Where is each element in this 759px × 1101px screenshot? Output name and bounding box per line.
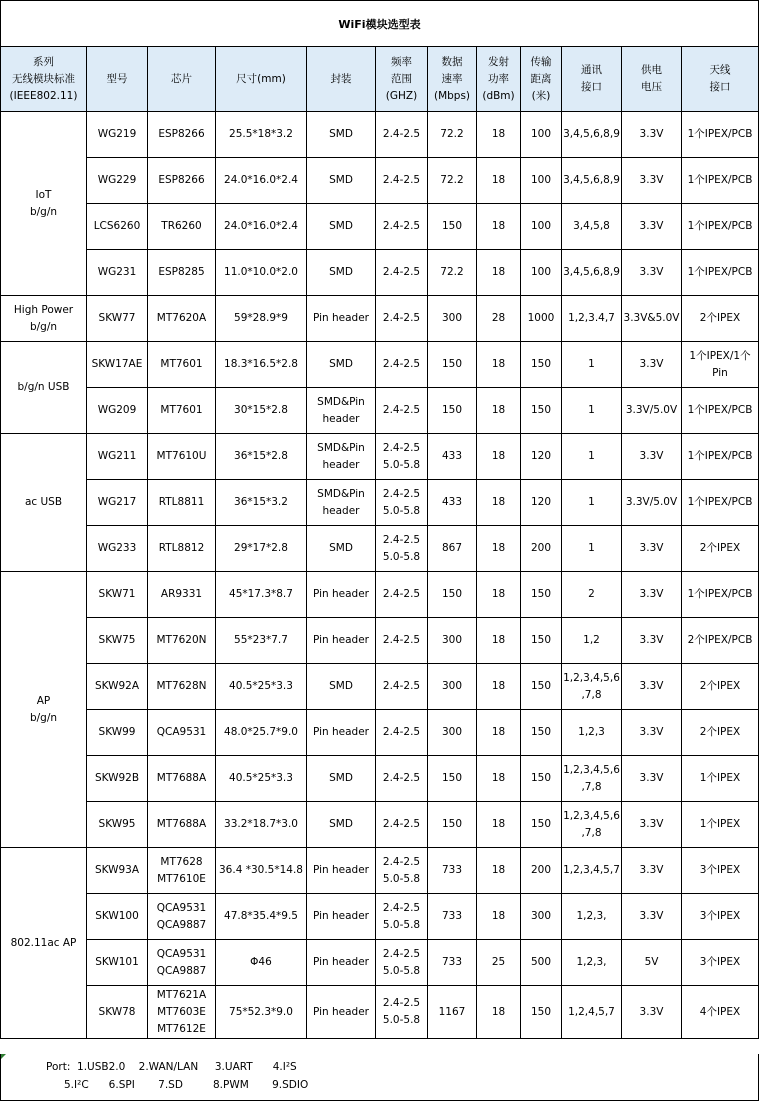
data-rate-cell: 150	[428, 572, 477, 618]
table-row	[1, 526, 759, 572]
table-row	[1, 618, 759, 664]
chip-cell: MT7628N	[148, 664, 216, 710]
tx-power-cell: 18	[477, 710, 521, 756]
voltage-cell: 3.3V	[622, 434, 682, 480]
chip-cell: RTL8812	[148, 526, 216, 572]
size-cell: Φ46	[216, 940, 307, 986]
table-row	[1, 342, 759, 388]
model-cell: LCS6260	[87, 204, 148, 250]
port-legend	[0, 1054, 759, 1101]
frequency-cell: 2.4-2.5 5.0-5.8	[376, 480, 428, 526]
package-cell: SMD	[307, 526, 376, 572]
chip-cell: MT7628 MT7610E	[148, 848, 216, 894]
model-cell: SKW77	[87, 296, 148, 342]
sheet-title: WiFi模块选型表	[0, 0, 759, 46]
interface-cell: 3,4,5,8	[562, 204, 622, 250]
col-header-package: 封装	[307, 47, 376, 112]
size-cell: 36*15*3.2	[216, 480, 307, 526]
port-legend-line-1: Port: 1.USB2.0 2.WAN/LAN 3.UART 4.I²S	[46, 1061, 297, 1073]
tx-power-cell: 18	[477, 802, 521, 848]
data-rate-cell: 72.2	[428, 158, 477, 204]
distance-cell: 100	[521, 204, 562, 250]
frequency-cell: 2.4-2.5	[376, 756, 428, 802]
frequency-cell: 2.4-2.5	[376, 250, 428, 296]
data-rate-cell: 300	[428, 664, 477, 710]
antenna-cell: 2个IPEX	[682, 710, 759, 756]
tx-power-cell: 18	[477, 526, 521, 572]
table-row	[1, 112, 759, 158]
col-header-size: 尺寸(mm)	[216, 47, 307, 112]
antenna-cell: 3个IPEX	[682, 894, 759, 940]
voltage-cell: 3.3V	[622, 572, 682, 618]
interface-cell: 2	[562, 572, 622, 618]
chip-cell: AR9331	[148, 572, 216, 618]
voltage-cell: 3.3V	[622, 342, 682, 388]
table-row	[1, 802, 759, 848]
package-cell: SMD	[307, 664, 376, 710]
tx-power-cell: 18	[477, 664, 521, 710]
col-header-antenna: 天线 接口	[682, 47, 759, 112]
package-cell: SMD	[307, 802, 376, 848]
interface-cell: 1,2,3,4,5,6 ,7,8	[562, 802, 622, 848]
size-cell: 48.0*25.7*9.0	[216, 710, 307, 756]
distance-cell: 150	[521, 618, 562, 664]
size-cell: 36*15*2.8	[216, 434, 307, 480]
frequency-cell: 2.4-2.5	[376, 710, 428, 756]
interface-cell: 1	[562, 342, 622, 388]
chip-cell: MT7620N	[148, 618, 216, 664]
interface-cell: 1	[562, 434, 622, 480]
data-rate-cell: 733	[428, 940, 477, 986]
data-rate-cell: 1167	[428, 986, 477, 1039]
wifi-module-table	[0, 46, 759, 1039]
interface-cell: 1,2,3,4,5,6 ,7,8	[562, 664, 622, 710]
tx-power-cell: 18	[477, 434, 521, 480]
interface-cell: 1,2,3,	[562, 894, 622, 940]
interface-cell: 1,2,3,	[562, 940, 622, 986]
model-cell: SKW92B	[87, 756, 148, 802]
frequency-cell: 2.4-2.5 5.0-5.8	[376, 940, 428, 986]
model-cell: SKW95	[87, 802, 148, 848]
chip-cell: QCA9531 QCA9887	[148, 940, 216, 986]
chip-cell: ESP8285	[148, 250, 216, 296]
distance-cell: 100	[521, 158, 562, 204]
table-row	[1, 710, 759, 756]
model-cell: WG233	[87, 526, 148, 572]
chip-cell: MT7621A MT7603E MT7612E	[148, 986, 216, 1039]
data-rate-cell: 733	[428, 848, 477, 894]
size-cell: 30*15*2.8	[216, 388, 307, 434]
size-cell: 40.5*25*3.3	[216, 664, 307, 710]
chip-cell: MT7688A	[148, 756, 216, 802]
tx-power-cell: 18	[477, 388, 521, 434]
voltage-cell: 3.3V	[622, 618, 682, 664]
package-cell: SMD&Pin header	[307, 388, 376, 434]
frequency-cell: 2.4-2.5	[376, 388, 428, 434]
cell-comment-marker	[1, 1054, 6, 1059]
header-row	[1, 47, 759, 112]
tx-power-cell: 18	[477, 342, 521, 388]
antenna-cell: 1个IPEX/PCB	[682, 204, 759, 250]
interface-cell: 3,4,5,6,8,9	[562, 112, 622, 158]
voltage-cell: 3.3V	[622, 664, 682, 710]
distance-cell: 1000	[521, 296, 562, 342]
antenna-cell: 1个IPEX/1个Pin	[682, 342, 759, 388]
interface-cell: 3,4,5,6,8,9	[562, 250, 622, 296]
antenna-cell: 1个IPEX/PCB	[682, 480, 759, 526]
antenna-cell: 1个IPEX/PCB	[682, 250, 759, 296]
model-cell: SKW99	[87, 710, 148, 756]
series-cell: 802.11ac AP	[1, 848, 87, 1039]
package-cell: Pin header	[307, 572, 376, 618]
series-cell: b/g/n USB	[1, 342, 87, 434]
package-cell: SMD	[307, 112, 376, 158]
table-row	[1, 204, 759, 250]
package-cell: Pin header	[307, 296, 376, 342]
table-row	[1, 480, 759, 526]
frequency-cell: 2.4-2.5	[376, 802, 428, 848]
series-cell: ac USB	[1, 434, 87, 572]
antenna-cell: 2个IPEX	[682, 526, 759, 572]
voltage-cell: 3.3V	[622, 526, 682, 572]
distance-cell: 100	[521, 250, 562, 296]
size-cell: 29*17*2.8	[216, 526, 307, 572]
distance-cell: 150	[521, 802, 562, 848]
distance-cell: 150	[521, 388, 562, 434]
tx-power-cell: 18	[477, 848, 521, 894]
tx-power-cell: 18	[477, 618, 521, 664]
series-cell: High Power b/g/n	[1, 296, 87, 342]
data-rate-cell: 150	[428, 756, 477, 802]
antenna-cell: 2个IPEX/PCB	[682, 618, 759, 664]
frequency-cell: 2.4-2.5 5.0-5.8	[376, 526, 428, 572]
col-header-voltage: 供电 电压	[622, 47, 682, 112]
frequency-cell: 2.4-2.5	[376, 572, 428, 618]
data-rate-cell: 433	[428, 480, 477, 526]
antenna-cell: 1个IPEX	[682, 756, 759, 802]
data-rate-cell: 72.2	[428, 250, 477, 296]
frequency-cell: 2.4-2.5	[376, 296, 428, 342]
distance-cell: 120	[521, 434, 562, 480]
voltage-cell: 3.3V	[622, 250, 682, 296]
tx-power-cell: 18	[477, 894, 521, 940]
voltage-cell: 3.3V	[622, 986, 682, 1039]
model-cell: SKW100	[87, 894, 148, 940]
table-body	[1, 112, 759, 1039]
model-cell: SKW101	[87, 940, 148, 986]
frequency-cell: 2.4-2.5 5.0-5.8	[376, 986, 428, 1039]
data-rate-cell: 150	[428, 204, 477, 250]
model-cell: SKW75	[87, 618, 148, 664]
model-cell: SKW93A	[87, 848, 148, 894]
data-rate-cell: 150	[428, 342, 477, 388]
model-cell: WG219	[87, 112, 148, 158]
frequency-cell: 2.4-2.5	[376, 342, 428, 388]
antenna-cell: 1个IPEX/PCB	[682, 158, 759, 204]
antenna-cell: 1个IPEX/PCB	[682, 388, 759, 434]
model-cell: WG229	[87, 158, 148, 204]
table-row	[1, 296, 759, 342]
distance-cell: 150	[521, 710, 562, 756]
data-rate-cell: 150	[428, 388, 477, 434]
model-cell: SKW78	[87, 986, 148, 1039]
model-cell: WG231	[87, 250, 148, 296]
antenna-cell: 1个IPEX	[682, 802, 759, 848]
col-header-series: 系列 无线模块标准 (IEEE802.11)	[1, 47, 87, 112]
model-cell: SKW92A	[87, 664, 148, 710]
frequency-cell: 2.4-2.5	[376, 204, 428, 250]
tx-power-cell: 18	[477, 986, 521, 1039]
interface-cell: 1,2,3,4,5,6 ,7,8	[562, 756, 622, 802]
size-cell: 25.5*18*3.2	[216, 112, 307, 158]
antenna-cell: 1个IPEX/PCB	[682, 112, 759, 158]
distance-cell: 150	[521, 756, 562, 802]
table-row	[1, 388, 759, 434]
interface-cell: 1	[562, 388, 622, 434]
voltage-cell: 3.3V	[622, 756, 682, 802]
model-cell: SKW71	[87, 572, 148, 618]
distance-cell: 200	[521, 848, 562, 894]
voltage-cell: 3.3V	[622, 158, 682, 204]
distance-cell: 150	[521, 342, 562, 388]
distance-cell: 300	[521, 894, 562, 940]
col-header-tx-power: 发射 功率 (dBm)	[477, 47, 521, 112]
voltage-cell: 3.3V	[622, 112, 682, 158]
table-row	[1, 940, 759, 986]
frequency-cell: 2.4-2.5	[376, 112, 428, 158]
data-rate-cell: 150	[428, 802, 477, 848]
interface-cell: 1,2,3	[562, 710, 622, 756]
table-row	[1, 848, 759, 894]
size-cell: 11.0*10.0*2.0	[216, 250, 307, 296]
data-rate-cell: 300	[428, 296, 477, 342]
chip-cell: MT7601	[148, 388, 216, 434]
tx-power-cell: 18	[477, 250, 521, 296]
voltage-cell: 3.3V&5.0V	[622, 296, 682, 342]
package-cell: Pin header	[307, 894, 376, 940]
model-cell: WG217	[87, 480, 148, 526]
antenna-cell: 3个IPEX	[682, 940, 759, 986]
tx-power-cell: 18	[477, 480, 521, 526]
model-cell: WG209	[87, 388, 148, 434]
size-cell: 36.4 *30.5*14.8	[216, 848, 307, 894]
chip-cell: MT7601	[148, 342, 216, 388]
package-cell: SMD&Pin header	[307, 434, 376, 480]
col-header-model: 型号	[87, 47, 148, 112]
frequency-cell: 2.4-2.5	[376, 664, 428, 710]
voltage-cell: 3.3V/5.0V	[622, 388, 682, 434]
tx-power-cell: 18	[477, 112, 521, 158]
data-rate-cell: 300	[428, 710, 477, 756]
chip-cell: RTL8811	[148, 480, 216, 526]
size-cell: 45*17.3*8.7	[216, 572, 307, 618]
package-cell: SMD&Pin header	[307, 480, 376, 526]
package-cell: SMD	[307, 342, 376, 388]
size-cell: 18.3*16.5*2.8	[216, 342, 307, 388]
package-cell: SMD	[307, 204, 376, 250]
antenna-cell: 4个IPEX	[682, 986, 759, 1039]
antenna-cell: 1个IPEX/PCB	[682, 572, 759, 618]
interface-cell: 1,2,3,4,5,7	[562, 848, 622, 894]
voltage-cell: 3.3V	[622, 710, 682, 756]
interface-cell: 3,4,5,6,8,9	[562, 158, 622, 204]
series-cell: AP b/g/n	[1, 572, 87, 848]
voltage-cell: 3.3V	[622, 802, 682, 848]
data-rate-cell: 72.2	[428, 112, 477, 158]
frequency-cell: 2.4-2.5 5.0-5.8	[376, 434, 428, 480]
frequency-cell: 2.4-2.5 5.0-5.8	[376, 894, 428, 940]
size-cell: 55*23*7.7	[216, 618, 307, 664]
package-cell: Pin header	[307, 986, 376, 1039]
antenna-cell: 3个IPEX	[682, 848, 759, 894]
frequency-cell: 2.4-2.5 5.0-5.8	[376, 848, 428, 894]
package-cell: SMD	[307, 250, 376, 296]
chip-cell: MT7688A	[148, 802, 216, 848]
col-header-frequency: 频率 范围 (GHZ)	[376, 47, 428, 112]
model-cell: WG211	[87, 434, 148, 480]
package-cell: SMD	[307, 756, 376, 802]
tx-power-cell: 28	[477, 296, 521, 342]
voltage-cell: 3.3V/5.0V	[622, 480, 682, 526]
table-row	[1, 434, 759, 480]
distance-cell: 200	[521, 526, 562, 572]
voltage-cell: 3.3V	[622, 848, 682, 894]
package-cell: Pin header	[307, 848, 376, 894]
distance-cell: 100	[521, 112, 562, 158]
tx-power-cell: 18	[477, 756, 521, 802]
package-cell: Pin header	[307, 618, 376, 664]
interface-cell: 1,2,3.4,7	[562, 296, 622, 342]
distance-cell: 500	[521, 940, 562, 986]
data-rate-cell: 433	[428, 434, 477, 480]
distance-cell: 150	[521, 986, 562, 1039]
interface-cell: 1	[562, 526, 622, 572]
package-cell: SMD	[307, 158, 376, 204]
data-rate-cell: 300	[428, 618, 477, 664]
table-row	[1, 894, 759, 940]
distance-cell: 120	[521, 480, 562, 526]
table-row	[1, 756, 759, 802]
distance-cell: 150	[521, 572, 562, 618]
size-cell: 75*52.3*9.0	[216, 986, 307, 1039]
chip-cell: QCA9531	[148, 710, 216, 756]
frequency-cell: 2.4-2.5	[376, 158, 428, 204]
col-header-chip: 芯片	[148, 47, 216, 112]
table-row	[1, 986, 759, 1039]
interface-cell: 1,2,4,5,7	[562, 986, 622, 1039]
voltage-cell: 3.3V	[622, 894, 682, 940]
data-rate-cell: 733	[428, 894, 477, 940]
size-cell: 59*28.9*9	[216, 296, 307, 342]
table-row	[1, 250, 759, 296]
size-cell: 33.2*18.7*3.0	[216, 802, 307, 848]
antenna-cell: 1个IPEX/PCB	[682, 434, 759, 480]
interface-cell: 1	[562, 480, 622, 526]
chip-cell: MT7620A	[148, 296, 216, 342]
table-row	[1, 572, 759, 618]
chip-cell: TR6260	[148, 204, 216, 250]
table-row	[1, 158, 759, 204]
chip-cell: ESP8266	[148, 158, 216, 204]
size-cell: 24.0*16.0*2.4	[216, 158, 307, 204]
antenna-cell: 2个IPEX	[682, 296, 759, 342]
chip-cell: MT7610U	[148, 434, 216, 480]
interface-cell: 1,2	[562, 618, 622, 664]
series-cell: IoT b/g/n	[1, 112, 87, 296]
data-rate-cell: 867	[428, 526, 477, 572]
tx-power-cell: 18	[477, 204, 521, 250]
package-cell: Pin header	[307, 710, 376, 756]
size-cell: 47.8*35.4*9.5	[216, 894, 307, 940]
tx-power-cell: 25	[477, 940, 521, 986]
size-cell: 40.5*25*3.3	[216, 756, 307, 802]
col-header-data-rate: 数据 速率 (Mbps)	[428, 47, 477, 112]
tx-power-cell: 18	[477, 158, 521, 204]
model-cell: SKW17AE	[87, 342, 148, 388]
distance-cell: 150	[521, 664, 562, 710]
col-header-interface: 通讯 接口	[562, 47, 622, 112]
chip-cell: QCA9531 QCA9887	[148, 894, 216, 940]
voltage-cell: 5V	[622, 940, 682, 986]
port-legend-line-2: 5.I²C 6.SPI 7.SD 8.PWM 9.SDIO	[64, 1079, 309, 1091]
table-row	[1, 664, 759, 710]
size-cell: 24.0*16.0*2.4	[216, 204, 307, 250]
chip-cell: ESP8266	[148, 112, 216, 158]
package-cell: Pin header	[307, 940, 376, 986]
frequency-cell: 2.4-2.5	[376, 618, 428, 664]
voltage-cell: 3.3V	[622, 204, 682, 250]
tx-power-cell: 18	[477, 572, 521, 618]
col-header-distance: 传输 距离 (米)	[521, 47, 562, 112]
antenna-cell: 2个IPEX	[682, 664, 759, 710]
